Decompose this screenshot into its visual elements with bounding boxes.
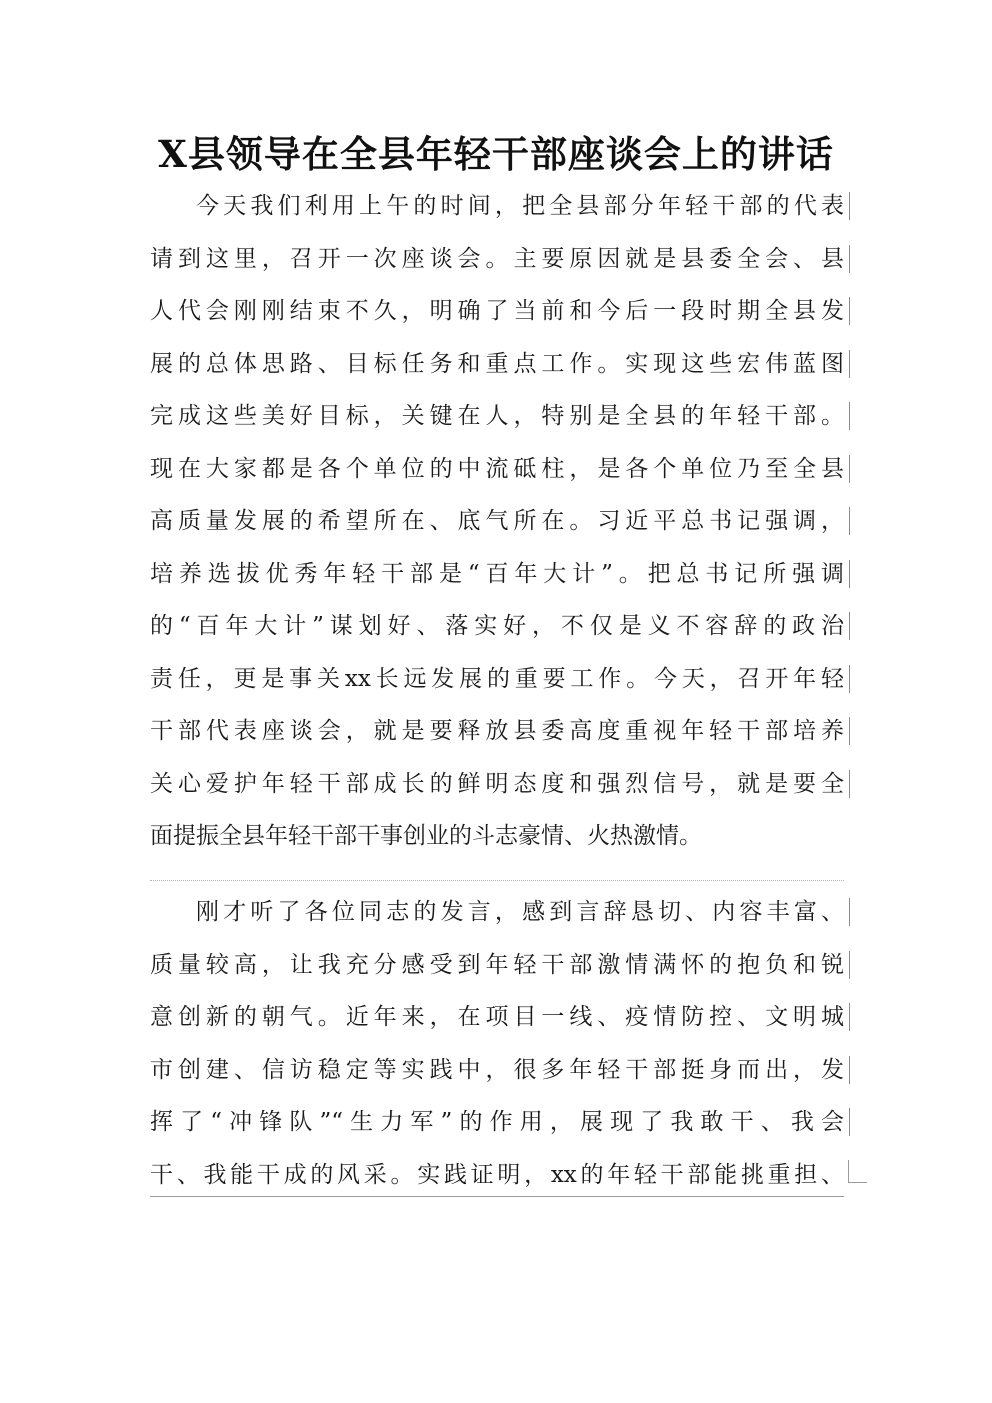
document-title: X县领导在全县年轻干部座谈会上的讲话 — [158, 132, 834, 176]
paragraph-1 — [150, 180, 844, 863]
paragraph-separator — [150, 880, 844, 881]
paragraph-line: 展的总体思路、目标任务和重点工作。实现这些宏伟蓝图 — [150, 338, 844, 391]
paragraph-line: 干、我能干成的风采。实践证明，xx的年轻干部能挑重担、 — [150, 1161, 844, 1188]
paragraph-line: 人代会刚刚结束不久，明确了当前和今后一段时期全县发 — [150, 285, 844, 338]
paragraph-line: 今天我们利用上午的时间，把全县部分年轻干部的代表 — [150, 180, 844, 233]
paragraph-line: 干部代表座谈会，就是要释放县委高度重视年轻干部培养 — [150, 705, 844, 758]
paragraph-line: 请到这里，召开一次座谈会。主要原因就是县委全会、县 — [150, 233, 844, 286]
paragraph-line: 关心爱护年轻干部成长的鲜明态度和强烈信号，就是要全 — [150, 758, 844, 811]
paragraph-line: 的“百年大计”谋划好、落实好，不仅是义不容辞的政治 — [150, 600, 844, 653]
paragraph-line: 高质量发展的希望所在、底气所在。习近平总书记强调， — [150, 495, 844, 548]
paragraph-line: 挥了“冲锋队”“生力军”的作用，展现了我敢干、我会 — [150, 1096, 844, 1149]
paragraph-2 — [150, 886, 844, 1201]
paragraph-line: 现在大家都是各个单位的中流砥柱，是各个单位乃至全县 — [150, 443, 844, 496]
paragraph-line: 市创建、信访稳定等实践中，很多年轻干部挺身而出，发 — [150, 1044, 844, 1097]
paragraph-line: 意创新的朝气。近年来，在项目一线、疫情防控、文明城 — [150, 991, 844, 1044]
paragraph-line: 面提振全县年轻干部干事创业的斗志豪情、火热激情。 — [150, 823, 702, 849]
paragraph-line: 刚才听了各位同志的发言，感到言辞恳切、内容丰富、 — [150, 886, 844, 939]
paragraph-line: 责任，更是事关xx长远发展的重要工作。今天，召开年轻 — [150, 653, 844, 706]
paragraph-line: 培养选拔优秀年轻干部是“百年大计”。把总书记所强调 — [150, 548, 844, 601]
paragraph-line: 完成这些美好目标，关键在人，特别是全县的年轻干部。 — [150, 390, 844, 443]
corner-crop-mark — [848, 1160, 867, 1183]
text-area-bottom-rule — [150, 1196, 844, 1197]
paragraph-line: 质量较高，让我充分感受到年轻干部激情满怀的抱负和锐 — [150, 939, 844, 992]
